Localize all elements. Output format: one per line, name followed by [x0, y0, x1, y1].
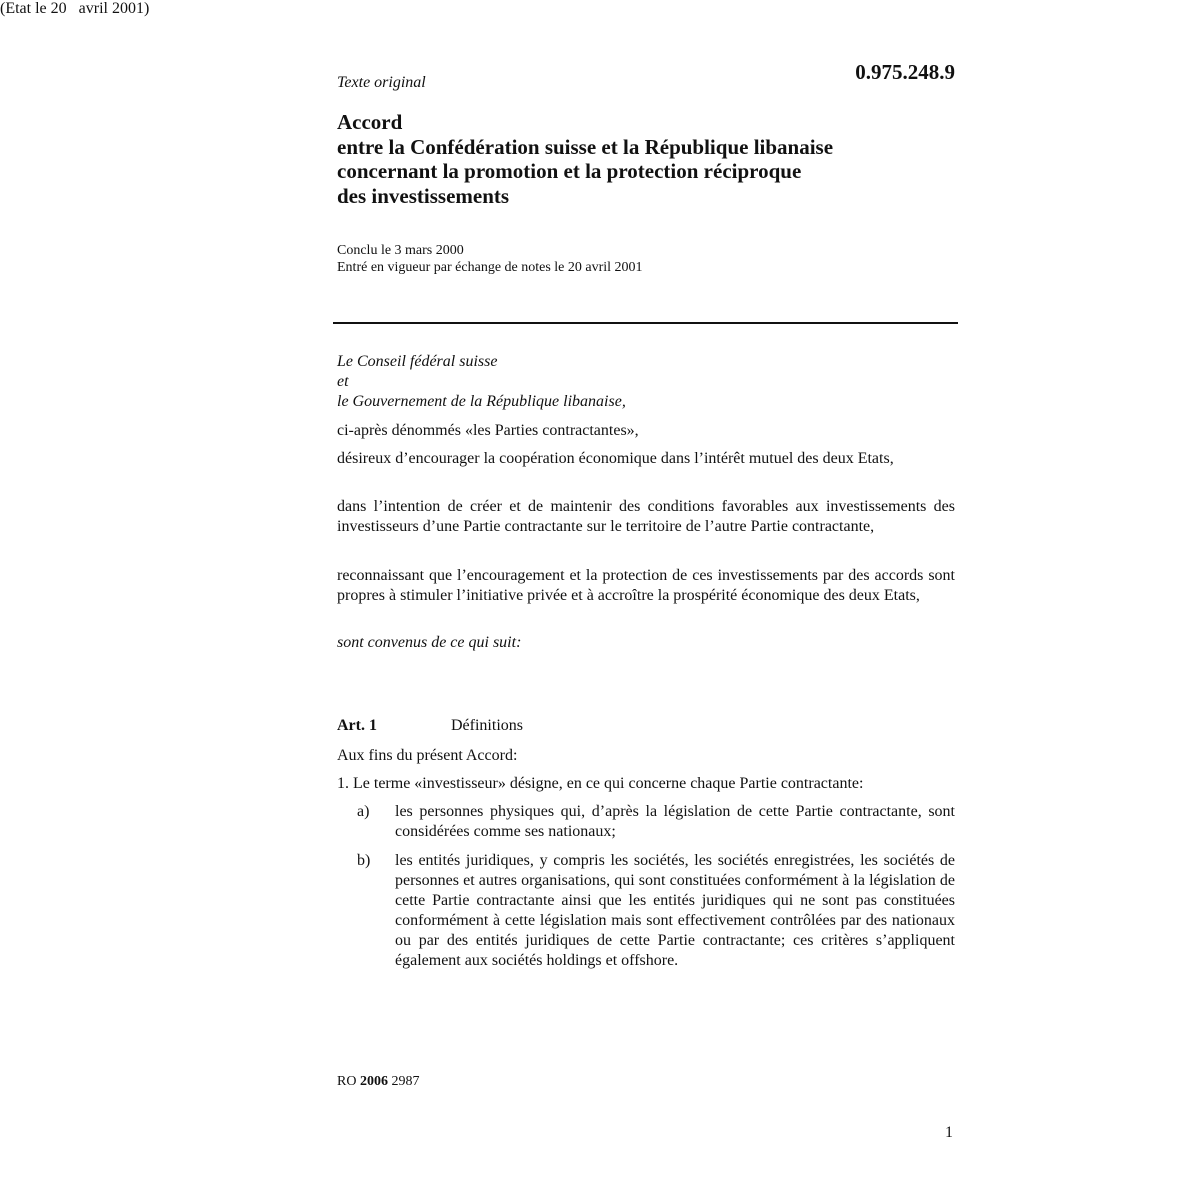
party-line: et [337, 373, 349, 390]
ro-year: 2006 [359, 1074, 388, 1089]
state-date: (Etat le 20 avril 2001) [0, 0, 150, 17]
article-intro: Aux fins du présent Accord: [337, 747, 518, 764]
ro-prefix: RO [337, 1074, 357, 1089]
article-title: Définitions [451, 717, 523, 734]
document-title [337, 110, 955, 208]
title-line: des investissements [337, 183, 510, 208]
sub-text: les personnes physiques qui, d’après la législation de cette Partie contractante, sont considérées comme ses nationaux; [395, 803, 955, 840]
header-divider [333, 322, 958, 324]
ro-page: 2987 [391, 1074, 420, 1089]
preamble-paragraph: désireux d’encourager la coopération économique dans l’intérêt mutuel des deux Etats, [337, 450, 894, 467]
definition-item-1: 1. Le terme «investisseur» désigne, en ce qui concerne chaque Partie contractante: [337, 775, 864, 792]
party-line: le Gouvernement de la République libanaise, [337, 393, 626, 410]
title-line: entre la Confédération suisse et la République libanaise [337, 134, 834, 159]
dates-block [337, 242, 955, 276]
preamble-paragraph: ci-après dénommés «les Parties contractantes», [337, 422, 639, 439]
preamble-closing: sont convenus de ce qui suit: [337, 634, 522, 651]
party-line: Le Conseil fédéral suisse [337, 353, 498, 370]
title-line: concernant la promotion et la protection réciproque [337, 159, 802, 183]
preamble-paragraph: reconnaissant que l’encouragement et la protection de ces investissements par des accords sont propres à stimuler l’initiative privée et à accroître la prospérité économique des deux Etats, [337, 567, 955, 604]
preamble-parties [337, 352, 955, 412]
preamble-paragraph: dans l’intention de créer et de maintenir des conditions favorables aux investissements des investisseurs d’une Partie contractante sur le territoire de l’autre Partie contractante, [337, 498, 955, 535]
sub-label: b) [357, 852, 371, 869]
sub-label: a) [357, 803, 370, 820]
concluded-date: Conclu le 3 mars 2000 [337, 243, 464, 258]
in-force-date: Entré en vigueur par échange de notes le 20 avril 2001 [337, 260, 643, 275]
article-number: Art. 1 [337, 717, 377, 734]
original-text-label: Texte original [337, 74, 426, 91]
article-heading [337, 717, 523, 735]
page-number: 1 [945, 1124, 953, 1141]
sr-number: 0.975.248.9 [855, 60, 955, 84]
title-line: Accord [337, 110, 403, 134]
ro-reference [337, 1074, 419, 1090]
sub-text: les entités juridiques, y compris les sociétés, les sociétés enregistrées, les sociétés de personnes et autres organisations, qui sont constituées conformément à la législation de cette Partie contractante ainsi que les entités juridiques qui ne sont pas constituées conformément à cette législation mais sont effectivement contrôlées par des nationaux ou par des entités juridiques de cette Partie contractante; ces critères s’appliquent également aux sociétés holdings et offshore. [395, 852, 955, 969]
